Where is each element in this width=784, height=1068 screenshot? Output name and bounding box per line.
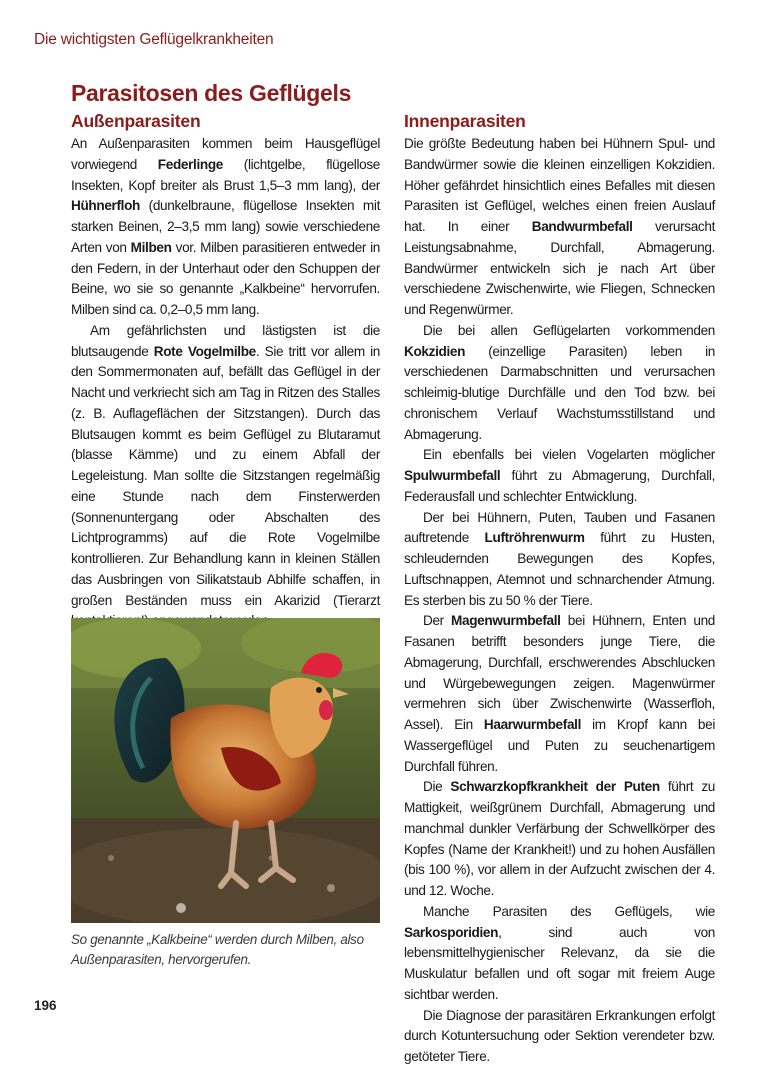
bold-term: Magenwurmbefall [451, 613, 561, 629]
subhead-aussenparasiten: Außenparasiten [71, 111, 201, 131]
page-number: 196 [34, 998, 57, 1013]
bold-term: Sarkosporidien [404, 924, 499, 940]
bold-term: Luftröhrenwurm [484, 530, 585, 546]
bold-term: Kokzidien [404, 343, 466, 359]
bold-term: Milben [130, 239, 172, 255]
photo-caption: So genannte „Kalkbeine“ werden durch Milben, also Außenparasiten, hervorgerufen. [71, 932, 364, 967]
paragraph: Ein ebenfalls bei vielen Vogelarten möglicher Spulwurmbefall führt zu Abmagerung, Durchfall, Federausfall und schlechter Entwicklung. [404, 447, 715, 504]
paragraph: Manche Parasiten des Geflügels, wie Sarkosporidien, sind auch von lebensmittelhygienischer Relevanz, da sie die Muskulatur befallen und oft sogar mit freiem Auge sichtbar werden. [404, 903, 715, 1002]
subhead-innenparasiten: Innenparasiten [404, 111, 526, 131]
bold-term: Hühnerfloh [71, 198, 140, 214]
paragraph: Die Schwarzkopfkrankheit der Puten führt zu Mattigkeit, weißgrünem Durchfall, Abmagerung und manchmal dunkler Verfärbung der Schwellkörper des Kopfes (Name der Krankheit!) und zu hohen Ausfällen (bis 100 %), vor allem in der Aufzucht zwischen der 4. und 12. Woche. [404, 779, 715, 898]
paragraph: Die größte Bedeutung haben bei Hühnern Spul- und Bandwürmer sowie die kleinen einzelligen Kokzidien. Höher gefährdet hinsichtlich eines Befalles mit diesen Parasiten ist Geflügel, welches einen freien Auslauf hat. In einer Bandwurmbefall verursacht Leistungsabnahme, Durchfall, Abmagerung. Bandwürmer entwickeln sich je nach Art über verschiedene Zwischenwirte, wie Fliegen, Schnecken und Regenwürmer. [404, 136, 716, 317]
bold-term: Bandwurmbefall [531, 219, 633, 234]
bold-term: Rote Vogelmilbe [153, 343, 256, 359]
paragraph: Die bei allen Geflügelarten vorkommenden Kokzidien (einzellige Parasiten) leben in verschiedenen Darmabschnitten und verursachen schleimig-blutige Durchfälle und den Tod bzw. bei chronischem Verlauf Wachstumsstillstand und Abmagerung. [404, 322, 715, 442]
paragraph: Der Magenwurmbefall bei Hühnern, Enten und Fasanen betrifft besonders junge Tiere, die Abmagerung, Durchfall, erschwerendes Abschlucken und Würgebewegungen zeigen. Magenwürmer vermehren sich über Zwischenwirte (Wasserfloh, Assel). Ein Haarwurmbefall im Kropf kann bei Wassergeflügel und Puten zu seuchenartigem Durchfall führen. [404, 613, 716, 774]
left-column [71, 110, 380, 632]
paragraph: Am gefährlichsten und lästigsten ist die blutsaugende Rote Vogelmilbe. Sie tritt vor allem in den Sommermonaten auf, befällt das Geflügel in der Nacht und verkriecht sich am Tag in Ritzen des Stalles (z. B. Auflageflächen der Sitzstangen). Durch das Blutsaugen kommt es beim Geflügel zu Blutaramut (blasse Kämme) und zu einem Abfall der Legeleistung. Man sollte die Sitzstangen regelmäßig eine Stunde nach dem Finsterwerden (Sonnenuntergang oder Abschalten des Lichtprogramms) auf die Rote Vogelmilbe kontrollieren. Zur Behandlung kann in kleinen Ställen das Ausbringen von Silikatstaub Abhilfe schaffen, in großen Beständen muss ein Akarizid (Tierarzt [71, 322, 380, 608]
bold-term: Haarwurmbefall [483, 717, 582, 732]
bold-term: Spulwurmbefall [404, 468, 501, 483]
running-head: Die wichtigsten Geflügelkrankheiten [34, 31, 274, 48]
bold-term: Federlinge [157, 156, 224, 172]
rooster-photo [71, 618, 380, 923]
paragraph: Der bei Hühnern, Puten, Tauben und Fasanen auftretende Luftröhrenwurm führt zu Husten, schleudernden Bewegungen des Kopfes, Luftschnappen, Atemnot und schnarchender Atmung. Es sterben bis zu 50 % der Tiere. [404, 509, 715, 608]
right-column [404, 110, 715, 1068]
bold-term: Schwarzkopfkrankheit der Puten [450, 779, 660, 795]
paragraph: Die Diagnose der parasitären Erkrankungen erfolgt durch Kotuntersuchung oder Sektion verendeter bzw. getöteter Tiere. [404, 1007, 715, 1064]
section-title: Parasitosen des Geflügels [71, 80, 352, 106]
paragraph: An Außenparasiten kommen beim Hausgeflügel vorwiegend Federlinge (lichtgelbe, flügellose Insekten, Kopf breiter als Brust 1,5–3 mm lang), der Hühnerfloh (dunkelbraune, flügellose Insekten mit starken Beinen, 2–3,5 mm lang) sowie verschiedene Arten von Milben vor. Milben parasitieren entweder in den Federn, in der Unterhaut oder den Schuppen der Beine, wo sie so genannte „Kalkbeine“ hervorrufen. Milben sind ca. 0,2–0,5 mm lang. [71, 136, 381, 317]
